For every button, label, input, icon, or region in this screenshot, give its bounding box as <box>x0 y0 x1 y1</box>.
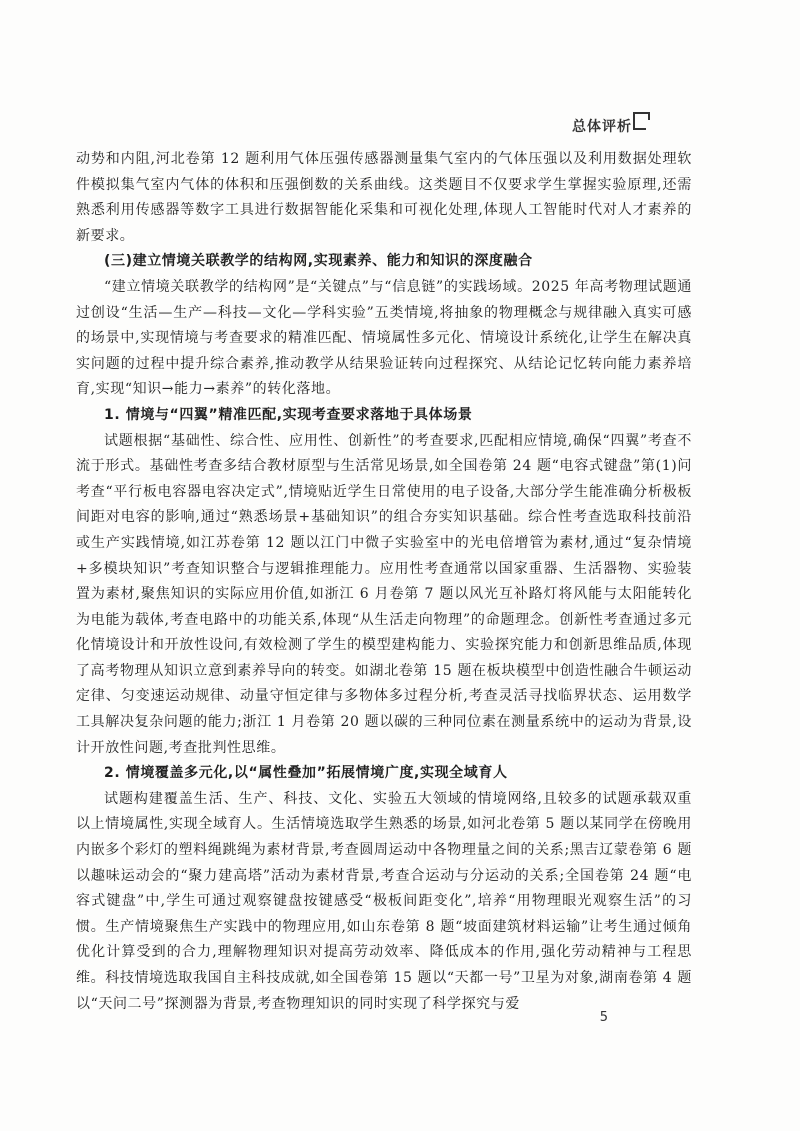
page-number: 5 <box>599 1010 608 1025</box>
running-title: 总体评析 <box>572 119 632 135</box>
paragraph: 试题根据“基础性、综合性、应用性、创新性”的考查要求,匹配相应情境,确保“四翼”考查不流于形式。基础性考查多结合教材原型与生活常见场景,如全国卷第 24 题“电容式键盘”第(1)问考查“平行板电容器电容决定式”,情境贴近学生日常使用的电子设备,大部分学生能准确分析极板间距对电容的影响,通过“熟悉场景+基础知识”的组合夯实知识基础。综合性考查选取科技前沿或生产实践情境,如江苏卷第 12 题以江门中微子实验室中的光电倍增管为素材,通过“复杂情境+多模块知识”考查知识整合与逻辑推理能力。应用性考查通常以国家重器、生活器物、实验装置为素材,聚焦知识的实际应用价值,如浙江 6 月卷第 7 题以风光互补路灯将风能与太阳能转化为电能为载体,考查电路中的功能关系,体现“从生活走向物理”的命题理念。创新性考查通过多元化情境设计和开放性设问,有效检测了学生的模型建构能力、实验探究能力和创新思维品质,体现了高考物理从知识立意到素养导向的转变。如湖北卷第 15 题在板块模型中创造性融合牛顿运动定律、匀变速运动规律、动量守恒定律与多物体多过程分析,考查灵活寻找临界状态、运用数学工具解决复杂问题的能力;浙江 1 月卷第 20 题以碳的三种同位素在测量系统中的运动为背景,设计开放性问题,考查批判性思维。 <box>76 432 692 756</box>
subsection-heading: 2. 情境覆盖多元化,以“属性叠加”拓展情境广度,实现全域育人 <box>104 765 508 782</box>
paragraph: 动势和内阻,河北卷第 12 题利用气体压强传感器测量集气室内的气体压强以及利用数据处理软件模拟集气室内气体的体积和压强倒数的关系曲线。这类题目不仅要求学生掌握实验原理,还需熟悉利用传感器等数字工具进行数据智能化采集和可视化处理,体现人工智能时代对人才素养的新要求。 <box>76 151 692 244</box>
book-corner-icon <box>633 112 646 130</box>
subsection-heading: 1. 情境与“四翼”精准匹配,实现考查要求落地于具体场景 <box>104 406 473 423</box>
paragraph: 试题构建覆盖生活、生产、科技、文化、实验五大领域的情境网络,且较多的试题承载双重以上情境属性,实现全域育人。生活情境选取学生熟悉的场景,如河北卷第 5 题以某同学在傍晚用内嵌多个彩灯的塑料绳跳绳为素材背景,考查圆周运动中各物理量之间的关系;黑吉辽蒙卷第 6 题以趣味运动会的“聚力建高塔”活动为素材背景,考查合运动与分运动的关系;全国卷第 24 题“电容式键盘”中,学生可通过观察键盘按键感受“极板间距变化”,培养“用物理眼光观察生活”的习惯。生产情境聚焦生产实践中的物理应用,如山东卷第 8 题“坡面建筑材料运输”让考生通过倾角优化计算受到的合力,理解物理知识对提高劳动效率、降低成本的作用,强化劳动精神与工程思维。科技情境选取我国自主科技成就,如全国卷第 15 题以“天都一号”卫星为对象,湖南卷第 4 题以“天问二号”探测器为背景,考查物理知识的同时实现了科学探究与爱 <box>76 790 692 1012</box>
paragraph: “建立情境关联教学的结构网”是“关键点”与“信息链”的实践场域。2025 年高考物理试题通过创设“生活—生产—科技—文化—学科实验”五类情境,将抽象的物理概念与规律融入真实可感的场景中,实现情境与考查要求的精准匹配、情境属性多元化、情境设计系统化,让学生在解决真实问题的过程中提升综合素养,推动教学从结果验证转向过程探究、从结论记忆转向能力素养培育,实现“知识→能力→素养”的转化落地。 <box>76 278 692 398</box>
section-heading: (三)建立情境关联教学的结构网,实现素养、能力和知识的深度融合 <box>104 253 533 270</box>
body-text <box>76 147 692 1017</box>
